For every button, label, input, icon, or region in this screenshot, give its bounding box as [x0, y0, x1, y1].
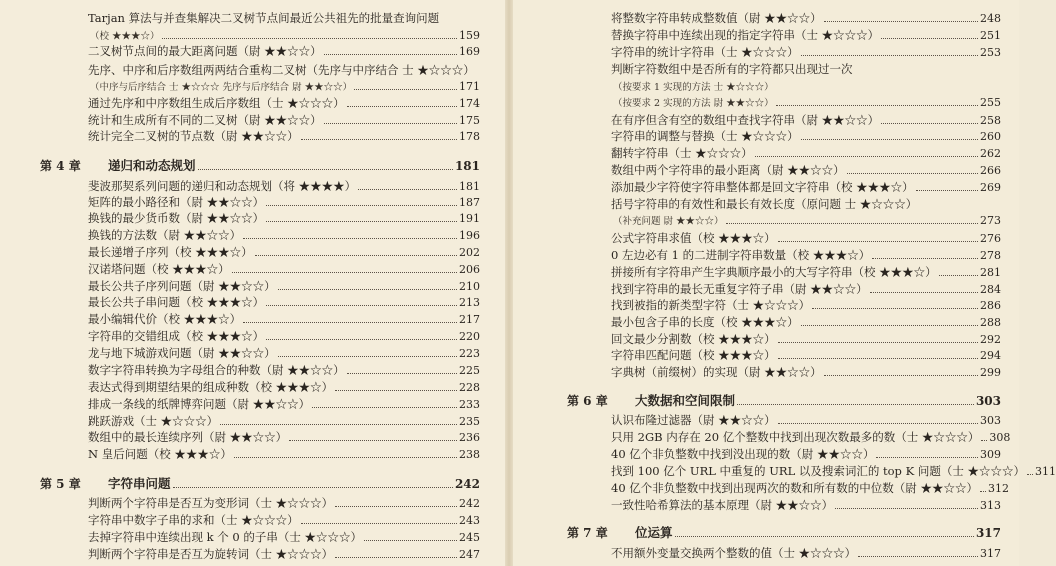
dot-leader	[243, 322, 457, 323]
toc-entry-title: 判断两个字符串是否互为变形词（士 ★☆☆☆）	[88, 496, 334, 510]
dot-leader	[776, 105, 978, 106]
dot-leader	[347, 106, 457, 107]
toc-entry	[88, 95, 480, 112]
toc-entry	[611, 27, 1001, 44]
page-number: 236	[459, 431, 480, 444]
toc-entry-title: 跳跃游戏（士 ★☆☆☆）	[88, 414, 219, 428]
dot-leader	[278, 289, 457, 290]
dot-leader	[173, 487, 453, 488]
toc-entry-title: 先序、中序和后序数组两两结合重构二叉树（先序与中序结合 士 ★☆☆☆）	[88, 63, 475, 77]
toc-entry	[88, 10, 480, 27]
page-number: 228	[459, 381, 480, 394]
page-number: 312	[987, 482, 1009, 495]
dot-leader	[737, 404, 974, 405]
dot-leader	[778, 423, 978, 424]
toc-entry-title: 通过先序和中序数组生成后序数组（士 ★☆☆☆）	[88, 96, 345, 110]
dot-leader	[266, 221, 457, 222]
toc-entry-title: 0 左边必有 1 的二进制字符串数量（校 ★★★☆）	[611, 248, 871, 262]
toc-entry	[88, 178, 480, 195]
dot-leader	[980, 491, 986, 492]
toc-entry	[88, 429, 480, 446]
toc-entry-title: 二叉树节点间的最大距离问题（尉 ★★☆☆）	[88, 44, 322, 58]
toc-entry-title: 字符串匹配问题（校 ★★★☆）	[611, 348, 776, 362]
dot-leader	[812, 308, 978, 309]
dot-leader	[354, 89, 457, 90]
page-number: 247	[459, 548, 480, 561]
dot-leader	[847, 173, 978, 174]
dot-leader	[916, 190, 978, 191]
page-number: 313	[980, 499, 1001, 512]
toc-entry	[611, 61, 1001, 78]
toc-entry	[88, 362, 480, 379]
toc-entry	[611, 179, 1001, 196]
toc-entry-title: 最长递增子序列（校 ★★★☆）	[88, 245, 253, 259]
page-number: 308	[989, 431, 1011, 444]
toc-entry-title: （校 ★★★☆）	[90, 31, 160, 42]
page-number: 286	[980, 299, 1001, 312]
toc-entry	[88, 396, 480, 413]
toc-chapter-heading	[567, 523, 1001, 540]
page-number: 175	[459, 114, 480, 127]
toc-entry-title: 字符串中数字子串的求和（士 ★☆☆☆）	[88, 513, 299, 527]
page-number: 258	[980, 114, 1001, 127]
page-number: 181	[454, 159, 480, 173]
toc-entry-continuation	[613, 95, 1001, 112]
toc-entry	[88, 128, 480, 145]
toc-entry-title: （补充问题 尉 ★★☆☆）	[613, 216, 724, 227]
page-number: 248	[980, 12, 1001, 25]
toc-entry-title: 找到 100 亿个 URL 中重复的 URL 以及搜索词汇的 top K 问题（士 ★☆☆☆）	[611, 464, 1025, 478]
chapter-number: 第 6 章	[567, 394, 608, 408]
toc-entry	[611, 112, 1001, 129]
toc-entry-title: 判断两个字符串是否互为旋转词（士 ★☆☆☆）	[88, 547, 334, 561]
page-number: 210	[459, 280, 480, 293]
dot-leader	[858, 556, 978, 557]
toc-entry-title: 替换字符串中连续出现的指定字符串（士 ★☆☆☆）	[611, 28, 880, 42]
page-number: 278	[980, 249, 1001, 262]
dot-leader	[234, 457, 457, 458]
dot-leader	[870, 292, 978, 293]
dot-leader	[778, 358, 978, 359]
toc-entry	[88, 261, 480, 278]
page-number: 159	[459, 29, 480, 42]
dot-leader	[232, 272, 457, 273]
page-number: 266	[980, 164, 1001, 177]
dot-leader	[801, 325, 978, 326]
dot-leader	[364, 540, 457, 541]
toc-entry	[88, 413, 480, 430]
toc-entry-title: 最长公共子串问题（校 ★★★☆）	[88, 295, 265, 309]
dot-leader	[981, 440, 987, 441]
page-number: 206	[459, 263, 480, 276]
toc-entry	[611, 429, 1011, 446]
toc-entry-title: 去掉字符串中连续出现 k 个 0 的子串（士 ★☆☆☆）	[88, 530, 363, 544]
toc-entry-title: 将整数字符串转成整数值（尉 ★★☆☆）	[611, 11, 822, 25]
page-number: 288	[980, 316, 1001, 329]
page-number: 213	[459, 296, 480, 309]
toc-entry-title: 汉诺塔问题（校 ★★★☆）	[88, 262, 230, 276]
page-number: 292	[980, 333, 1001, 346]
toc-entry-title: 字典树（前缀树）的实现（尉 ★★☆☆）	[611, 365, 822, 379]
toc-entry	[88, 278, 480, 295]
toc-entry	[88, 227, 480, 244]
toc-entry-title: 只用 2GB 内存在 20 亿个整数中找到出现次数最多的数（士 ★☆☆☆）	[611, 430, 980, 444]
toc-entry	[611, 10, 1001, 27]
toc-entry	[88, 294, 480, 311]
dot-leader	[335, 390, 457, 391]
toc-right-page	[511, 0, 1056, 566]
dot-leader	[881, 38, 978, 39]
page-number: 178	[459, 130, 480, 143]
dot-leader	[881, 123, 978, 124]
page-number: 202	[459, 246, 480, 259]
toc-entry-title: 最小包含子串的长度（校 ★★★☆）	[611, 315, 799, 329]
toc-entry	[611, 297, 1001, 314]
toc-entry	[611, 314, 1001, 331]
toc-entry	[88, 328, 480, 345]
chapter-number: 第 4 章	[40, 159, 81, 173]
dot-leader	[824, 375, 978, 376]
dot-leader	[358, 189, 457, 190]
toc-entry-continuation	[613, 79, 1001, 96]
toc-entry-title: 判断字符数组中是否所有的字符都只出现过一次	[611, 62, 853, 76]
page-number: 276	[980, 232, 1001, 245]
toc-chapter-heading	[567, 391, 1001, 408]
dot-leader	[278, 356, 457, 357]
toc-entry	[611, 480, 1009, 497]
page-number: 303	[975, 394, 1001, 408]
toc-entry-title: （中序与后序结合 士 ★☆☆☆ 先序与后序结合 尉 ★★☆☆）	[90, 82, 353, 93]
toc-entry-title: 排成一条线的纸牌博弈问题（尉 ★★☆☆）	[88, 397, 311, 411]
dot-leader	[324, 123, 457, 124]
page-number: 273	[980, 214, 1001, 227]
toc-entry-continuation	[613, 213, 1001, 230]
page-number: 243	[459, 514, 480, 527]
toc-entry	[88, 311, 480, 328]
toc-entry-continuation	[90, 79, 480, 96]
toc-entry-title: 数组中的最长连续序列（尉 ★★☆☆）	[88, 430, 288, 444]
page-number: 171	[459, 80, 480, 93]
page-number: 309	[980, 448, 1001, 461]
toc-entry-title: 认识布隆过滤器（尉 ★★☆☆）	[611, 413, 776, 427]
page-number: 262	[980, 147, 1001, 160]
chapter-number: 第 7 章	[567, 526, 608, 540]
page-number: 294	[980, 349, 1001, 362]
book-gutter	[505, 0, 513, 566]
page-number: 238	[459, 448, 480, 461]
page-number: 281	[980, 266, 1001, 279]
toc-entry	[88, 62, 480, 79]
page-number: 187	[459, 196, 480, 209]
page-number: 181	[459, 180, 480, 193]
toc-entry	[611, 446, 1001, 463]
toc-entry-title: 找到被指的新类型字符（士 ★☆☆☆）	[611, 298, 811, 312]
dot-leader	[755, 156, 978, 157]
dot-leader	[301, 139, 457, 140]
toc-entry-title: 递归和动态规划	[108, 158, 196, 173]
page-number: 242	[454, 477, 480, 491]
dot-leader	[266, 339, 457, 340]
toc-entry-title: 40 亿个非负整数中找到出现两次的数和所有数的中位数（尉 ★★☆☆）	[611, 481, 978, 495]
toc-chapter-heading	[40, 156, 480, 173]
dot-leader	[312, 407, 457, 408]
toc-chapter-heading	[40, 474, 480, 491]
toc-entry-title: 字符串的交错组成（校 ★★★☆）	[88, 329, 265, 343]
page-number: 223	[459, 347, 480, 360]
toc-entry	[611, 347, 1001, 364]
page-number: 169	[459, 45, 480, 58]
page-number: 196	[459, 229, 480, 242]
toc-entry	[88, 194, 480, 211]
toc-entry-title: 换钱的方法数（尉 ★★☆☆）	[88, 228, 242, 242]
dot-leader	[243, 238, 457, 239]
toc-entry-title: （按要求 2 实现的方法 尉 ★★☆☆）	[613, 98, 774, 109]
toc-entry-title: 龙与地下城游戏问题（尉 ★★☆☆）	[88, 346, 276, 360]
toc-entry-title: 添加最少字符使字符串整体都是回文字符串（校 ★★★☆）	[611, 180, 914, 194]
page-number: 303	[980, 414, 1001, 427]
page-number: 255	[980, 96, 1001, 109]
toc-entry-title: 斐波那契系列问题的递归和动态规划（将 ★★★★）	[88, 179, 357, 193]
toc-entry	[88, 546, 480, 563]
toc-left-page	[0, 0, 508, 566]
dot-leader	[675, 536, 974, 537]
page-number: 251	[980, 29, 1001, 42]
toc-entry-title: 回文最少分割数（校 ★★★☆）	[611, 332, 776, 346]
toc-entry	[611, 196, 1001, 213]
toc-entry	[88, 210, 480, 227]
toc-entry-title: 大数据和空间限制	[635, 393, 736, 408]
page-number: 217	[459, 313, 480, 326]
toc-entry-title: 最小编辑代价（校 ★★★☆）	[88, 312, 242, 326]
toc-entry-title: 在有序但含有空的数组中查找字符串（尉 ★★☆☆）	[611, 113, 880, 127]
dot-leader	[335, 506, 457, 507]
toc-entry-title: 字符串的调整与替换（士 ★☆☆☆）	[611, 129, 799, 143]
dot-leader	[778, 241, 978, 242]
dot-leader	[824, 21, 978, 22]
toc-entry-title: 数字字符串转换为字母组合的种数（尉 ★★☆☆）	[88, 363, 345, 377]
page-number: 311	[1034, 465, 1056, 478]
dot-leader	[220, 424, 457, 425]
toc-entry-title: 最长公共子序列问题（尉 ★★☆☆）	[88, 279, 276, 293]
toc-entry	[88, 112, 480, 129]
toc-entry	[88, 244, 480, 261]
page-number: 174	[459, 97, 480, 110]
page-number: 317	[980, 547, 1001, 560]
toc-entry-title: 矩阵的最小路径和（尉 ★★☆☆）	[88, 195, 265, 209]
page-number: 284	[980, 283, 1001, 296]
toc-entry	[611, 412, 1001, 429]
toc-entry	[611, 264, 1001, 281]
toc-entry-title: Tarjan 算法与并查集解决二叉树节点间最近公共祖先的批量查询问题	[88, 11, 440, 25]
toc-entry-title: 位运算	[635, 525, 673, 540]
page-number: 269	[980, 181, 1001, 194]
dot-leader	[162, 38, 457, 39]
toc-entry	[88, 446, 480, 463]
toc-entry-title: 找到字符串的最长无重复字符子串（尉 ★★☆☆）	[611, 282, 868, 296]
page-number: 299	[980, 366, 1001, 379]
dot-leader	[347, 373, 457, 374]
page-number: 253	[980, 46, 1001, 59]
dot-leader	[324, 54, 457, 55]
toc-entry-title: 统计完全二叉树的节点数（尉 ★★☆☆）	[88, 129, 299, 143]
toc-entry-title: 括号字符串的有效性和最长有效长度（原问题 士 ★☆☆☆）	[611, 197, 918, 211]
toc-entry	[88, 495, 480, 512]
toc-entry	[611, 128, 1001, 145]
dot-leader	[801, 55, 978, 56]
toc-entry	[88, 512, 480, 529]
toc-entry	[88, 529, 480, 546]
page-number: 233	[459, 398, 480, 411]
toc-entry	[611, 281, 1001, 298]
toc-entry-title: 统计和生成所有不同的二叉树（尉 ★★☆☆）	[88, 113, 322, 127]
toc-entry	[611, 545, 1001, 562]
dot-leader	[198, 169, 453, 170]
dot-leader	[266, 305, 457, 306]
toc-entry-title: 换钱的最少货币数（尉 ★★☆☆）	[88, 211, 265, 225]
toc-entry	[611, 463, 1056, 480]
toc-entry	[611, 145, 1001, 162]
page-number: 260	[980, 130, 1001, 143]
toc-entry-title: 字符串问题	[108, 476, 171, 491]
toc-entry-title: 数组中两个字符串的最小距离（尉 ★★☆☆）	[611, 163, 845, 177]
dot-leader	[301, 523, 457, 524]
toc-entry	[611, 364, 1001, 381]
page-number: 220	[459, 330, 480, 343]
toc-entry	[611, 497, 1001, 514]
page-number: 235	[459, 415, 480, 428]
dot-leader	[335, 557, 457, 558]
toc-entry-title: 40 亿个非负整数中找到没出现的数（尉 ★★☆☆）	[611, 447, 875, 461]
dot-leader	[939, 275, 978, 276]
toc-entry-title: 拼接所有字符串产生字典顺序最小的大写字符串（校 ★★★☆）	[611, 265, 937, 279]
dot-leader	[778, 342, 978, 343]
page-number: 245	[459, 531, 480, 544]
chapter-number: 第 5 章	[40, 477, 81, 491]
toc-entry-title: 一致性哈希算法的基本原理（尉 ★★☆☆）	[611, 498, 834, 512]
toc-entry-title: 翻转字符串（士 ★☆☆☆）	[611, 146, 753, 160]
page-number: 191	[459, 212, 480, 225]
toc-entry	[88, 345, 480, 362]
dot-leader	[255, 255, 457, 256]
page-number: 317	[975, 526, 1001, 540]
page-number: 242	[459, 497, 480, 510]
toc-entry	[611, 331, 1001, 348]
dot-leader	[1027, 474, 1033, 475]
toc-entry-title: N 皇后问题（校 ★★★☆）	[88, 447, 232, 461]
page-number: 225	[459, 364, 480, 377]
toc-entry	[611, 44, 1001, 61]
toc-entry	[611, 162, 1001, 179]
dot-leader	[835, 508, 978, 509]
toc-entry-title: 字符串的统计字符串（士 ★☆☆☆）	[611, 45, 799, 59]
toc-entry-title: 公式字符串求值（校 ★★★☆）	[611, 231, 776, 245]
dot-leader	[726, 223, 978, 224]
toc-entry	[611, 247, 1001, 264]
dot-leader	[289, 440, 457, 441]
dot-leader	[876, 457, 978, 458]
toc-entry	[88, 379, 480, 396]
dot-leader	[801, 139, 978, 140]
dot-leader	[266, 205, 457, 206]
toc-entry	[611, 230, 1001, 247]
toc-entry	[88, 43, 480, 60]
toc-entry-title: （按要求 1 实现的方法 士 ★☆☆☆）	[613, 82, 774, 93]
toc-entry-title: 表达式得到期望结果的组成种数（校 ★★★☆）	[88, 380, 334, 394]
dot-leader	[872, 258, 978, 259]
toc-entry-title: 不用额外变量交换两个整数的值（士 ★☆☆☆）	[611, 546, 857, 560]
